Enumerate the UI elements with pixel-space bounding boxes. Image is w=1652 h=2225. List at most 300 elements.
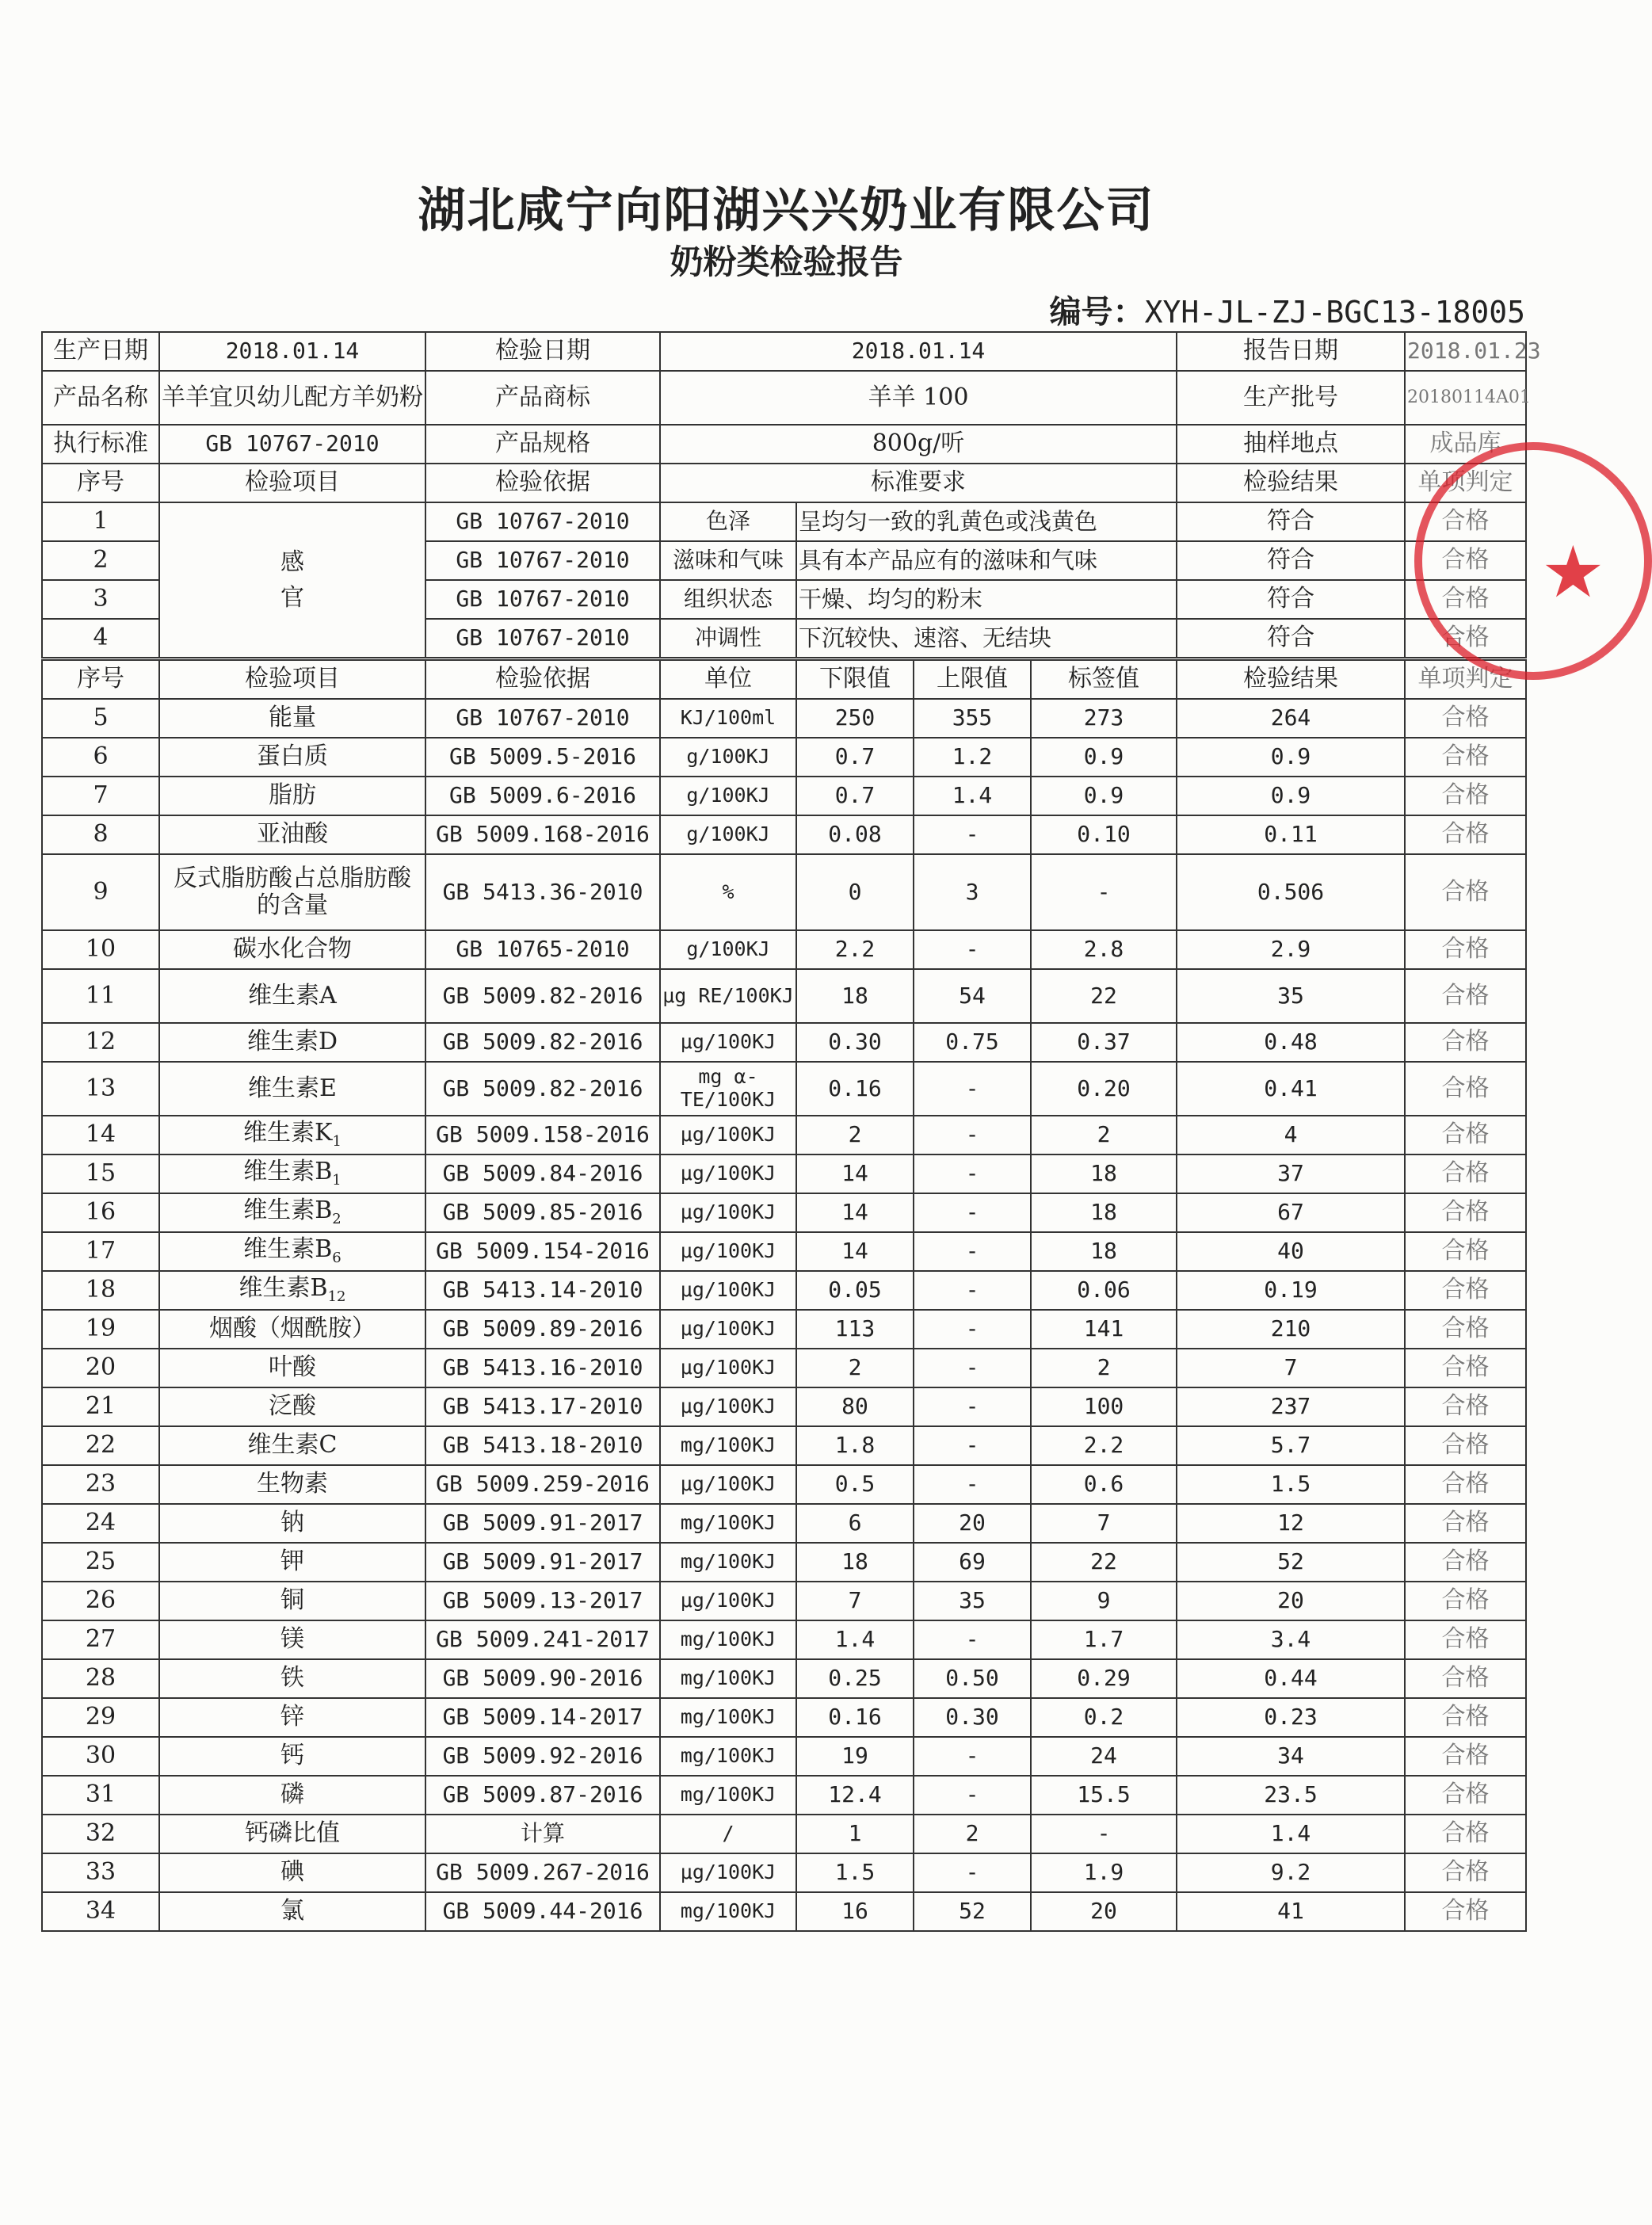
row-min: 113 — [796, 1310, 914, 1349]
row-label-value: 15.5 — [1031, 1776, 1177, 1815]
row-max: 52 — [914, 1892, 1031, 1931]
row-basis: GB 5413.16-2010 — [425, 1349, 660, 1387]
row-no: 10 — [42, 930, 159, 969]
row-unit: μg/100KJ — [660, 1232, 796, 1271]
report-date-label: 报告日期 — [1177, 332, 1405, 371]
table-row — [42, 1232, 1526, 1271]
row-label-value: 7 — [1031, 1504, 1177, 1543]
batch: 20180114A01 — [1405, 371, 1526, 425]
sensory-group-label: 感官 — [159, 502, 425, 659]
row-attribute: 组织状态 — [660, 580, 796, 619]
table-row — [42, 1698, 1526, 1737]
document-number — [1050, 287, 1525, 332]
row-no: 25 — [42, 1543, 159, 1582]
row-verdict: 合格 — [1405, 1023, 1526, 1062]
row-min: 80 — [796, 1387, 914, 1426]
row-label-value: 0.2 — [1031, 1698, 1177, 1737]
row-no: 24 — [42, 1504, 159, 1543]
row-max: 1.2 — [914, 738, 1031, 777]
row-basis: GB 5009.82-2016 — [425, 1023, 660, 1062]
standard: GB 10767-2010 — [159, 425, 425, 464]
row-min: 0.08 — [796, 815, 914, 854]
row-item — [159, 738, 425, 777]
row-unit: / — [660, 1815, 796, 1853]
row-max: - — [914, 1620, 1031, 1659]
row-result: 0.19 — [1177, 1271, 1405, 1310]
row-max: - — [914, 1232, 1031, 1271]
row-verdict: 合格 — [1405, 541, 1526, 580]
row-unit: % — [660, 854, 796, 930]
row-basis: GB 5009.154-2016 — [425, 1232, 660, 1271]
row-min: 0.25 — [796, 1659, 914, 1698]
table-row — [42, 1892, 1526, 1931]
row-max: - — [914, 1062, 1031, 1116]
nutrient-header-unit: 单位 — [660, 659, 796, 700]
row-unit: μg RE/100KJ — [660, 969, 796, 1023]
row-label-value: 0.37 — [1031, 1023, 1177, 1062]
row-item-text: 钙 — [280, 1742, 304, 1770]
row-basis: GB 5009.85-2016 — [425, 1193, 660, 1232]
table-row — [42, 738, 1526, 777]
row-label-value: 0.10 — [1031, 815, 1177, 854]
row-min: 19 — [796, 1737, 914, 1776]
row-item — [159, 1892, 425, 1931]
row-label-value: 2 — [1031, 1349, 1177, 1387]
row-unit: mg/100KJ — [660, 1776, 796, 1815]
row-verdict: 合格 — [1405, 1543, 1526, 1582]
row-item-text: 能量 — [269, 704, 316, 732]
row-no: 5 — [42, 699, 159, 738]
row-no: 8 — [42, 815, 159, 854]
row-result: 67 — [1177, 1193, 1405, 1232]
row-basis: GB 10767-2010 — [425, 699, 660, 738]
row-no: 20 — [42, 1349, 159, 1387]
row-item-text: 铜 — [280, 1586, 304, 1615]
row-verdict: 合格 — [1405, 1620, 1526, 1659]
row-item — [159, 930, 425, 969]
row-label-value: 22 — [1031, 969, 1177, 1023]
row-item-text: 磷 — [280, 1780, 304, 1809]
row-unit: mg/100KJ — [660, 1659, 796, 1698]
row-min: 14 — [796, 1154, 914, 1193]
nutrient-header-basis: 检验依据 — [425, 659, 660, 700]
row-max: - — [914, 1349, 1031, 1387]
row-label-value: - — [1031, 854, 1177, 930]
row-item-text: 钠 — [280, 1509, 304, 1537]
spec: 800g/听 — [660, 425, 1177, 464]
row-unit: g/100KJ — [660, 930, 796, 969]
row-max: - — [914, 1271, 1031, 1310]
batch-label: 生产批号 — [1177, 371, 1405, 425]
row-result: 37 — [1177, 1154, 1405, 1193]
row-min: 1 — [796, 1815, 914, 1853]
row-no: 17 — [42, 1232, 159, 1271]
row-label-value: 0.29 — [1031, 1659, 1177, 1698]
row-unit: μg/100KJ — [660, 1387, 796, 1426]
row-result: 0.506 — [1177, 854, 1405, 930]
row-no: 2 — [42, 541, 159, 580]
row-result: 34 — [1177, 1737, 1405, 1776]
row-item-text: 锌 — [280, 1703, 304, 1731]
row-basis: GB 5009.90-2016 — [425, 1659, 660, 1698]
row-label-value: - — [1031, 1815, 1177, 1853]
row-no: 3 — [42, 580, 159, 619]
row-label-value: 0.06 — [1031, 1271, 1177, 1310]
row-max: 20 — [914, 1504, 1031, 1543]
row-result: 0.48 — [1177, 1023, 1405, 1062]
row-no: 26 — [42, 1582, 159, 1620]
row-unit: mg/100KJ — [660, 1620, 796, 1659]
table-row — [42, 1023, 1526, 1062]
row-unit: μg/100KJ — [660, 1582, 796, 1620]
row-no: 29 — [42, 1698, 159, 1737]
row-unit: μg/100KJ — [660, 1853, 796, 1892]
row-min: 18 — [796, 1543, 914, 1582]
row-basis: GB 10767-2010 — [425, 541, 660, 580]
row-no: 34 — [42, 1892, 159, 1931]
row-item — [159, 1193, 425, 1232]
row-verdict: 合格 — [1405, 1232, 1526, 1271]
row-verdict: 合格 — [1405, 1776, 1526, 1815]
row-result: 符合 — [1177, 502, 1405, 541]
row-max: 54 — [914, 969, 1031, 1023]
row-result: 210 — [1177, 1310, 1405, 1349]
row-unit: μg/100KJ — [660, 1193, 796, 1232]
row-item-text: 钙磷比值 — [245, 1819, 340, 1848]
row-max: 3 — [914, 854, 1031, 930]
table-row — [42, 969, 1526, 1023]
row-max: 35 — [914, 1582, 1031, 1620]
row-verdict: 合格 — [1405, 815, 1526, 854]
table-row — [42, 1504, 1526, 1543]
row-basis: GB 5009.89-2016 — [425, 1310, 660, 1349]
row-label-value: 2 — [1031, 1116, 1177, 1154]
company-seal-star-icon: ★ — [1541, 531, 1605, 614]
row-result: 0.9 — [1177, 738, 1405, 777]
nutrient-header-label: 标签值 — [1031, 659, 1177, 700]
row-no: 7 — [42, 777, 159, 815]
row-item-text: 维生素A — [248, 981, 337, 1009]
table-row — [42, 1154, 1526, 1193]
row-result: 2.9 — [1177, 930, 1405, 969]
row-min: 1.8 — [796, 1426, 914, 1465]
row-result: 237 — [1177, 1387, 1405, 1426]
row-verdict: 合格 — [1405, 738, 1526, 777]
row-min: 0 — [796, 854, 914, 930]
row-item — [159, 1387, 425, 1426]
nutrient-header-no: 序号 — [42, 659, 159, 700]
row-item — [159, 777, 425, 815]
row-unit: μg/100KJ — [660, 1154, 796, 1193]
row-verdict: 合格 — [1405, 1349, 1526, 1387]
row-max: - — [914, 1116, 1031, 1154]
row-max: - — [914, 1154, 1031, 1193]
row-item — [159, 1023, 425, 1062]
row-verdict: 合格 — [1405, 1853, 1526, 1892]
row-no: 28 — [42, 1659, 159, 1698]
row-item-text: 镁 — [280, 1625, 304, 1654]
row-verdict: 合格 — [1405, 580, 1526, 619]
row-verdict: 合格 — [1405, 1310, 1526, 1349]
row-basis: GB 5413.14-2010 — [425, 1271, 660, 1310]
row-result: 52 — [1177, 1543, 1405, 1582]
row-max: 0.30 — [914, 1698, 1031, 1737]
row-item-text: 蛋白质 — [257, 742, 328, 771]
row-item-text: 维生素B — [243, 1158, 333, 1186]
row-min: 0.05 — [796, 1271, 914, 1310]
row-item — [159, 1582, 425, 1620]
row-requirement: 干燥、均匀的粉末 — [796, 580, 1177, 619]
row-basis: 计算 — [425, 1815, 660, 1853]
row-label-value: 2.2 — [1031, 1426, 1177, 1465]
row-verdict: 合格 — [1405, 1465, 1526, 1504]
row-label-value: 9 — [1031, 1582, 1177, 1620]
row-verdict: 合格 — [1405, 1387, 1526, 1426]
row-requirement: 呈均匀一致的乳黄色或浅黄色 — [796, 502, 1177, 541]
row-label-value: 22 — [1031, 1543, 1177, 1582]
brand: 羊羊 100 — [660, 371, 1177, 425]
row-result: 0.9 — [1177, 777, 1405, 815]
row-verdict: 合格 — [1405, 1116, 1526, 1154]
row-max: 0.75 — [914, 1023, 1031, 1062]
row-max: 2 — [914, 1815, 1031, 1853]
inspection-table — [41, 331, 1541, 1932]
row-item-text: 反式脂肪酸占总脂肪酸的含量 — [174, 864, 411, 919]
row-basis: GB 5009.13-2017 — [425, 1582, 660, 1620]
row-item-text: 维生素B — [243, 1196, 333, 1225]
row-result: 35 — [1177, 969, 1405, 1023]
row-basis: GB 5009.14-2017 — [425, 1698, 660, 1737]
row-item-text: 脂肪 — [269, 781, 316, 810]
row-item-subscript: 2 — [332, 1211, 341, 1228]
row-label-value: 18 — [1031, 1154, 1177, 1193]
row-basis: GB 5009.87-2016 — [425, 1776, 660, 1815]
row-item-text: 叶酸 — [269, 1353, 316, 1382]
row-min: 14 — [796, 1193, 914, 1232]
sensory-header-req: 标准要求 — [660, 464, 1177, 502]
row-unit: g/100KJ — [660, 777, 796, 815]
sensory-header-verdict: 单项判定 — [1405, 464, 1526, 502]
row-max: - — [914, 1776, 1031, 1815]
row-unit: mg/100KJ — [660, 1504, 796, 1543]
row-item — [159, 1698, 425, 1737]
row-result: 23.5 — [1177, 1776, 1405, 1815]
table-row — [42, 930, 1526, 969]
nutrient-header-min: 下限值 — [796, 659, 914, 700]
row-min: 1.5 — [796, 1853, 914, 1892]
row-unit: μg/100KJ — [660, 1271, 796, 1310]
row-no: 13 — [42, 1062, 159, 1116]
row-verdict: 合格 — [1405, 930, 1526, 969]
row-no: 11 — [42, 969, 159, 1023]
row-label-value: 18 — [1031, 1193, 1177, 1232]
row-verdict: 合格 — [1405, 1193, 1526, 1232]
row-min: 12.4 — [796, 1776, 914, 1815]
row-no: 15 — [42, 1154, 159, 1193]
row-min: 7 — [796, 1582, 914, 1620]
row-attribute: 冲调性 — [660, 619, 796, 659]
row-item-text: 维生素E — [248, 1074, 337, 1102]
row-item — [159, 1776, 425, 1815]
row-min: 16 — [796, 1892, 914, 1931]
row-basis: GB 5009.91-2017 — [425, 1504, 660, 1543]
table-row — [42, 1062, 1526, 1116]
table-row — [42, 1659, 1526, 1698]
product-name-label: 产品名称 — [42, 371, 159, 425]
table-row — [42, 1116, 1526, 1154]
report-date: 2018.01.23 — [1405, 332, 1526, 371]
row-basis: GB 5009.5-2016 — [425, 738, 660, 777]
table-row — [42, 1465, 1526, 1504]
row-min: 250 — [796, 699, 914, 738]
row-unit: mg/100KJ — [660, 1892, 796, 1931]
row-item — [159, 1271, 425, 1310]
row-result: 1.5 — [1177, 1465, 1405, 1504]
row-no: 6 — [42, 738, 159, 777]
row-no: 19 — [42, 1310, 159, 1349]
row-no: 12 — [42, 1023, 159, 1062]
row-min: 0.5 — [796, 1465, 914, 1504]
row-verdict: 合格 — [1405, 969, 1526, 1023]
row-min: 6 — [796, 1504, 914, 1543]
row-item — [159, 854, 425, 930]
row-attribute: 滋味和气味 — [660, 541, 796, 580]
row-unit: μg/100KJ — [660, 1310, 796, 1349]
brand-label: 产品商标 — [425, 371, 660, 425]
row-item — [159, 1465, 425, 1504]
row-unit: μg/100KJ — [660, 1465, 796, 1504]
row-min: 0.16 — [796, 1062, 914, 1116]
row-min: 0.16 — [796, 1698, 914, 1737]
table-row — [42, 815, 1526, 854]
row-min: 0.7 — [796, 777, 914, 815]
row-max: - — [914, 1853, 1031, 1892]
row-label-value: 2.8 — [1031, 930, 1177, 969]
prod-date-label: 生产日期 — [42, 332, 159, 371]
row-min: 18 — [796, 969, 914, 1023]
row-max: - — [914, 1426, 1031, 1465]
row-item — [159, 1426, 425, 1465]
nutrient-header-result: 检验结果 — [1177, 659, 1405, 700]
row-item — [159, 1815, 425, 1853]
row-item-text: 碘 — [280, 1858, 304, 1887]
row-unit: g/100KJ — [660, 738, 796, 777]
doc-no-value: XYH-JL-ZJ-BGC13-18005 — [1144, 295, 1525, 330]
table-row — [42, 1776, 1526, 1815]
row-verdict: 合格 — [1405, 1698, 1526, 1737]
row-label-value: 0.9 — [1031, 777, 1177, 815]
row-max: - — [914, 930, 1031, 969]
row-attribute: 色泽 — [660, 502, 796, 541]
sensory-header-item: 检验项目 — [159, 464, 425, 502]
row-basis: GB 10765-2010 — [425, 930, 660, 969]
row-no: 1 — [42, 502, 159, 541]
row-basis: GB 5009.267-2016 — [425, 1853, 660, 1892]
row-item-subscript: 6 — [332, 1250, 341, 1267]
report-title: 奶粉类检验报告 — [670, 242, 903, 281]
nutrient-header-verdict: 单项判定 — [1405, 659, 1526, 700]
row-label-value: 0.6 — [1031, 1465, 1177, 1504]
row-item — [159, 815, 425, 854]
row-basis: GB 5009.91-2017 — [425, 1543, 660, 1582]
row-result: 20 — [1177, 1582, 1405, 1620]
row-unit: g/100KJ — [660, 815, 796, 854]
row-item — [159, 1504, 425, 1543]
table-row — [42, 1620, 1526, 1659]
row-item-text: 铁 — [280, 1664, 304, 1693]
row-item-text: 维生素C — [247, 1431, 338, 1460]
row-basis: GB 10767-2010 — [425, 502, 660, 541]
row-label-value: 1.7 — [1031, 1620, 1177, 1659]
row-min: 0.30 — [796, 1023, 914, 1062]
row-item-text: 氯 — [280, 1897, 304, 1925]
row-label-value: 24 — [1031, 1737, 1177, 1776]
row-item-text: 维生素K — [243, 1119, 333, 1147]
row-verdict: 合格 — [1405, 502, 1526, 541]
row-result: 1.4 — [1177, 1815, 1405, 1853]
row-min: 2.2 — [796, 930, 914, 969]
table-row — [42, 1271, 1526, 1310]
row-label-value: 18 — [1031, 1232, 1177, 1271]
nutrient-header-item: 检验项目 — [159, 659, 425, 700]
row-item-text: 维生素B — [243, 1235, 333, 1264]
row-no: 22 — [42, 1426, 159, 1465]
row-min: 14 — [796, 1232, 914, 1271]
row-label-value: 100 — [1031, 1387, 1177, 1426]
row-no: 33 — [42, 1853, 159, 1892]
row-unit: μg/100KJ — [660, 1023, 796, 1062]
sample-site-label: 抽样地点 — [1177, 425, 1405, 464]
row-verdict: 合格 — [1405, 1504, 1526, 1543]
row-max: - — [914, 815, 1031, 854]
row-basis: GB 5009.92-2016 — [425, 1737, 660, 1776]
table-row — [42, 777, 1526, 815]
row-result: 264 — [1177, 699, 1405, 738]
row-result: 0.41 — [1177, 1062, 1405, 1116]
row-verdict: 合格 — [1405, 1154, 1526, 1193]
row-basis: GB 5413.17-2010 — [425, 1387, 660, 1426]
row-item-text: 维生素D — [246, 1028, 338, 1056]
row-basis: GB 5009.168-2016 — [425, 815, 660, 854]
row-item — [159, 1232, 425, 1271]
row-result: 12 — [1177, 1504, 1405, 1543]
row-item-subscript: 1 — [332, 1172, 341, 1189]
row-item — [159, 1620, 425, 1659]
row-requirement: 具有本产品应有的滋味和气味 — [796, 541, 1177, 580]
row-label-value: 20 — [1031, 1892, 1177, 1931]
row-item-subscript: 1 — [332, 1133, 341, 1151]
row-max: 69 — [914, 1543, 1031, 1582]
row-max: - — [914, 1310, 1031, 1349]
row-no: 18 — [42, 1271, 159, 1310]
row-item-text: 碳水化合物 — [233, 935, 352, 964]
row-unit: mg/100KJ — [660, 1426, 796, 1465]
row-item-text: 泛酸 — [269, 1392, 316, 1421]
table-row — [42, 1349, 1526, 1387]
row-result: 符合 — [1177, 580, 1405, 619]
row-min: 2 — [796, 1116, 914, 1154]
row-basis: GB 5009.241-2017 — [425, 1620, 660, 1659]
doc-no-label: 编号： — [1049, 293, 1145, 330]
row-item-subscript: 12 — [327, 1288, 346, 1306]
row-result: 5.7 — [1177, 1426, 1405, 1465]
row-unit: mg/100KJ — [660, 1543, 796, 1582]
test-date: 2018.01.14 — [660, 332, 1177, 371]
row-label-value: 1.9 — [1031, 1853, 1177, 1892]
row-basis: GB 5009.82-2016 — [425, 1062, 660, 1116]
row-result: 0.11 — [1177, 815, 1405, 854]
test-date-label: 检验日期 — [425, 332, 660, 371]
